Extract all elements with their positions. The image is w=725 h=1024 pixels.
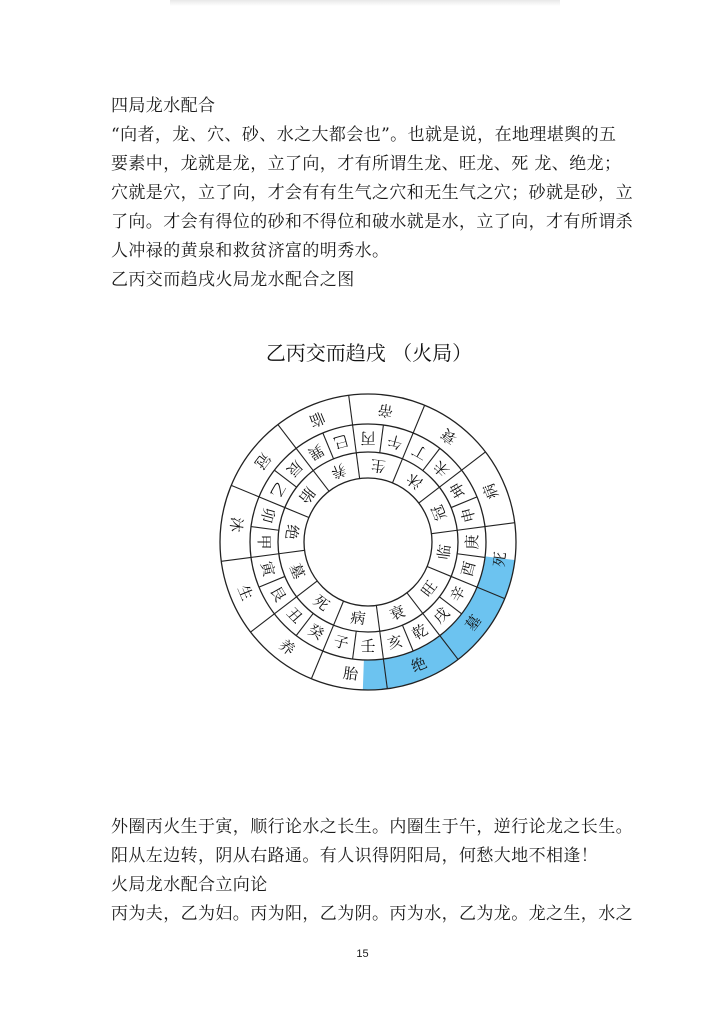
inner-ring-label: 冠 bbox=[427, 502, 451, 523]
middle-ring-label: 甲 bbox=[255, 534, 273, 550]
inner-divider bbox=[356, 453, 359, 479]
inner-ring-label: 沐 bbox=[403, 469, 427, 493]
top-rule bbox=[170, 0, 560, 6]
middle-ring-label: 巳 bbox=[331, 430, 351, 453]
inner-ring-label: 病 bbox=[349, 608, 367, 629]
outer-divider bbox=[349, 395, 353, 425]
outer-divider bbox=[278, 425, 296, 449]
outer-ring-label: 帝 bbox=[376, 400, 394, 421]
inner-divider bbox=[297, 581, 318, 597]
inner-ring-label: 胎 bbox=[295, 483, 319, 507]
outer-divider bbox=[231, 485, 259, 496]
middle-ring-label: 坤 bbox=[446, 478, 470, 502]
body-line: “向者，龙、穴、砂、水之大都会也”。也就是说，在地理堪舆的五 bbox=[111, 125, 617, 145]
inner-ring-label: 衰 bbox=[387, 601, 408, 625]
middle-ring-label: 子 bbox=[331, 631, 351, 654]
outer-ring-label: 冠 bbox=[250, 449, 275, 473]
inner-ring-label: 生 bbox=[369, 455, 387, 476]
body-line: 丙为夫，乙为妇。丙为阳，乙为阴。丙为水，乙为龙。龙之生，水之 bbox=[111, 904, 633, 924]
inner-ring-label: 养 bbox=[328, 459, 349, 483]
outer-ring-label: 绝 bbox=[408, 653, 430, 677]
middle-divider bbox=[251, 554, 279, 558]
middle-ring-label: 午 bbox=[385, 430, 405, 453]
outer-ring-label: 养 bbox=[275, 635, 299, 660]
ring-circle bbox=[304, 478, 432, 606]
outer-divider bbox=[413, 405, 424, 433]
inner-ring-label: 旺 bbox=[417, 577, 441, 601]
inner-divider bbox=[407, 593, 423, 614]
middle-ring-label: 申 bbox=[457, 505, 480, 525]
body-line: 了向。才会有得位的砂和不得位和破水就是水，立了向，才有所谓杀 bbox=[111, 212, 633, 232]
outer-ring-label: 衰 bbox=[437, 424, 461, 449]
middle-ring-label: 壬 bbox=[360, 637, 376, 655]
section-heading: 火局龙水配合立向论 bbox=[111, 875, 268, 895]
section-2 bbox=[111, 813, 633, 929]
middle-ring-label: 艮 bbox=[266, 582, 290, 606]
inner-divider bbox=[279, 550, 305, 553]
middle-divider bbox=[353, 425, 357, 453]
middle-ring-label: 乾 bbox=[408, 620, 432, 644]
inner-divider bbox=[313, 471, 329, 492]
inner-divider bbox=[376, 605, 379, 631]
outer-ring-label: 沐 bbox=[226, 516, 247, 534]
inner-divider bbox=[431, 530, 457, 533]
section-heading: 四局龙水配合 bbox=[111, 96, 216, 116]
middle-ring-label: 辛 bbox=[446, 582, 470, 606]
figure-caption: 乙丙交而趋戌火局龙水配合之图 bbox=[111, 270, 355, 290]
inner-divider bbox=[427, 566, 451, 576]
middle-ring-label: 丁 bbox=[408, 440, 432, 464]
middle-divider bbox=[380, 425, 384, 453]
outer-divider bbox=[251, 614, 275, 632]
body-line: 外圈丙火生于寅，顺行论水之长生。内圈生于午，逆行论龙之长生。 bbox=[111, 817, 633, 837]
middle-divider bbox=[457, 554, 485, 558]
middle-ring-label: 丑 bbox=[282, 603, 307, 628]
middle-ring-label: 庚 bbox=[463, 534, 481, 550]
outer-divider bbox=[462, 452, 486, 470]
outer-divider bbox=[221, 557, 251, 561]
middle-ring-label: 辰 bbox=[282, 456, 307, 481]
middle-ring-label: 乙 bbox=[266, 478, 290, 502]
middle-divider bbox=[251, 527, 279, 531]
body-line: 阳从左边转，阴从右路通。有人识得阴阳局，何愁大地不相逢！ bbox=[111, 846, 599, 866]
outer-ring-label: 墓 bbox=[461, 611, 486, 635]
inner-divider bbox=[334, 601, 344, 625]
outer-ring-label: 病 bbox=[479, 480, 503, 502]
outer-ring-label: 胎 bbox=[342, 663, 360, 684]
outer-ring-label: 临 bbox=[306, 407, 328, 431]
ring-circle bbox=[250, 424, 486, 660]
middle-ring-label: 卯 bbox=[256, 505, 279, 525]
middle-ring-label: 戌 bbox=[429, 603, 454, 628]
outer-ring-label: 死 bbox=[489, 550, 510, 568]
body-line: 要素中，龙就是龙，立了向，才有所谓生龙、旺龙、死 龙、绝龙； bbox=[111, 154, 622, 174]
inner-ring-label: 绝 bbox=[281, 523, 302, 541]
inner-divider bbox=[392, 459, 402, 483]
outer-divider bbox=[311, 651, 322, 679]
middle-ring-label: 癸 bbox=[304, 620, 328, 644]
outer-ring-label: 生 bbox=[233, 582, 257, 604]
middle-divider bbox=[380, 631, 384, 659]
outer-divider bbox=[485, 523, 515, 527]
inner-divider bbox=[419, 487, 440, 503]
section-1 bbox=[111, 92, 633, 295]
middle-ring-label: 巽 bbox=[304, 440, 328, 464]
middle-ring-label: 酉 bbox=[457, 559, 480, 579]
diagram-svg bbox=[190, 330, 550, 730]
body-line: 穴就是穴，立了向，才会有有生气之穴和无生气之穴；砂就是砂，立 bbox=[111, 183, 633, 203]
ring-circle bbox=[278, 452, 458, 632]
middle-divider bbox=[353, 631, 357, 659]
middle-divider bbox=[457, 527, 485, 531]
middle-ring-label: 未 bbox=[429, 456, 454, 481]
inner-ring-label: 临 bbox=[434, 543, 455, 561]
body-line: 人冲禄的黄泉和救贫济富的明秀水。 bbox=[111, 241, 390, 261]
inner-ring-label: 墓 bbox=[285, 561, 309, 582]
middle-ring-label: 寅 bbox=[256, 559, 279, 579]
compass-wheel bbox=[220, 394, 516, 690]
page-number: 15 bbox=[356, 948, 369, 960]
fire-bureau-diagram bbox=[190, 330, 550, 730]
middle-ring-label: 亥 bbox=[385, 631, 405, 654]
inner-divider bbox=[285, 508, 309, 518]
diagram-title: 乙丙交而趋戌 （火局） bbox=[265, 341, 473, 365]
inner-ring-label: 死 bbox=[309, 591, 333, 615]
middle-ring-label: 丙 bbox=[360, 429, 376, 447]
